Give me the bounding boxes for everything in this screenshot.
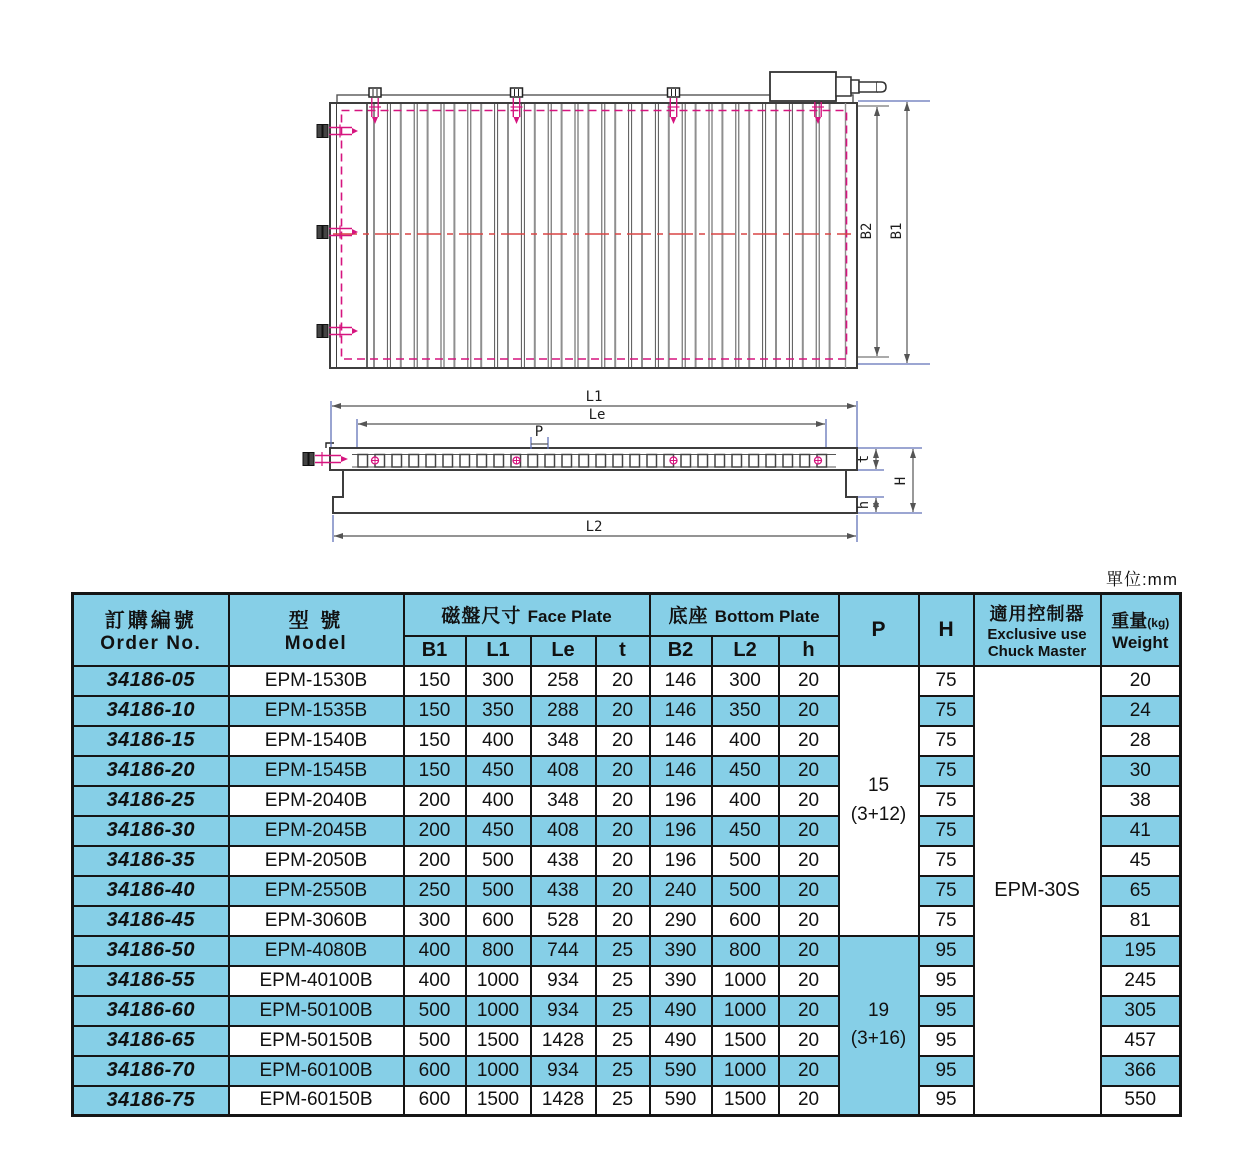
cell-b2: 390 <box>650 936 712 966</box>
cell-h: 20 <box>779 876 839 906</box>
dim-h-base <box>856 497 884 512</box>
connector-box <box>770 72 886 101</box>
cell-model: EPM-2040B <box>229 786 404 816</box>
col-header-t: t <box>596 636 650 666</box>
cell-l1: 1000 <box>466 996 531 1026</box>
cell-b2: 196 <box>650 846 712 876</box>
cell-le: 1428 <box>531 1026 596 1056</box>
cell-t: 20 <box>596 816 650 846</box>
spec-table-wrap <box>71 592 1182 1117</box>
col-header-model-zh: 型 號 <box>288 610 344 633</box>
cell-H: 95 <box>919 966 974 996</box>
cell-model: EPM-1535B <box>229 696 404 726</box>
dim-label-b1: B1 <box>889 222 905 240</box>
cell-le: 438 <box>531 846 596 876</box>
cell-weight: 366 <box>1101 1056 1181 1086</box>
p-value-line1: 19 <box>867 999 890 1021</box>
bottom-plate-zh: 底座 <box>668 606 709 628</box>
weight-en: Weight <box>1112 632 1169 652</box>
controller-zh: 適用控制器 <box>989 603 1085 624</box>
cell-weight: 550 <box>1101 1086 1181 1116</box>
cell-weight: 20 <box>1101 666 1181 696</box>
cell-weight: 45 <box>1101 846 1181 876</box>
cell-le: 744 <box>531 936 596 966</box>
cell-b1: 150 <box>404 666 466 696</box>
bottom-plate-outline <box>333 470 857 513</box>
col-header-order-en: Order No. <box>100 633 202 655</box>
weight-zh-line <box>1102 607 1180 633</box>
col-header-weight <box>1101 594 1181 666</box>
plan-view <box>317 72 930 368</box>
cell-b1: 600 <box>404 1086 466 1116</box>
cell-l1: 350 <box>466 696 531 726</box>
cell-model: EPM-2050B <box>229 846 404 876</box>
cell-h: 20 <box>779 966 839 996</box>
cell-order: 34186-20 <box>73 756 229 786</box>
cell-b2: 196 <box>650 816 712 846</box>
dim-label-p: P <box>534 424 544 440</box>
cell-l2: 400 <box>712 786 779 816</box>
cell-b2: 146 <box>650 666 712 696</box>
dim-le <box>357 407 826 447</box>
cell-h: 20 <box>779 756 839 786</box>
dim-label-h-base: h <box>856 500 872 510</box>
dim-label-l1: L1 <box>585 389 603 405</box>
cell-l1: 400 <box>466 786 531 816</box>
cell-H: 75 <box>919 816 974 846</box>
weight-zh: 重量 <box>1111 610 1148 631</box>
cell-order: 34186-75 <box>73 1086 229 1116</box>
cell-H: 95 <box>919 936 974 966</box>
cell-order: 34186-05 <box>73 666 229 696</box>
cell-H: 75 <box>919 726 974 756</box>
dim-label-b2: B2 <box>859 222 875 240</box>
cell-h: 20 <box>779 726 839 756</box>
spec-table-head <box>73 594 1181 666</box>
cell-l2: 500 <box>712 846 779 876</box>
cell-H: 95 <box>919 1086 974 1116</box>
cell-H: 75 <box>919 876 974 906</box>
controller-en2: Chuck Master <box>987 642 1087 660</box>
cell-H: 75 <box>919 906 974 936</box>
cell-l1: 400 <box>466 726 531 756</box>
cell-weight: 38 <box>1101 786 1181 816</box>
cell-l2: 1000 <box>712 996 779 1026</box>
cell-h: 20 <box>779 786 839 816</box>
cell-order: 34186-70 <box>73 1056 229 1086</box>
cell-model: EPM-1540B <box>229 726 404 756</box>
cell-t: 25 <box>596 966 650 996</box>
cell-le: 348 <box>531 726 596 756</box>
cell-t: 20 <box>596 666 650 696</box>
cell-t: 20 <box>596 726 650 756</box>
dim-l2 <box>333 515 857 542</box>
cell-t: 25 <box>596 996 650 1026</box>
cell-order: 34186-50 <box>73 936 229 966</box>
spec-table-body <box>73 666 1181 1116</box>
cell-H: 75 <box>919 786 974 816</box>
cell-le: 408 <box>531 816 596 846</box>
col-header-b1: B1 <box>404 636 466 666</box>
cell-b1: 600 <box>404 1056 466 1086</box>
cell-t: 20 <box>596 846 650 876</box>
cell-l2: 350 <box>712 696 779 726</box>
cell-b1: 150 <box>404 696 466 726</box>
cell-l1: 450 <box>466 816 531 846</box>
cell-model: EPM-40100B <box>229 966 404 996</box>
cell-l2: 500 <box>712 876 779 906</box>
cell-l2: 600 <box>712 906 779 936</box>
cell-b1: 250 <box>404 876 466 906</box>
cell-b2: 146 <box>650 756 712 786</box>
cell-le: 934 <box>531 1056 596 1086</box>
cell-weight: 65 <box>1101 876 1181 906</box>
cell-h: 20 <box>779 906 839 936</box>
cell-h: 20 <box>779 696 839 726</box>
cell-b2: 146 <box>650 726 712 756</box>
col-header-model-en: Model <box>284 633 348 655</box>
col-header-controller <box>974 594 1101 666</box>
cell-l1: 450 <box>466 756 531 786</box>
cell-H: 95 <box>919 996 974 1026</box>
cell-weight: 81 <box>1101 906 1181 936</box>
cell-t: 20 <box>596 876 650 906</box>
cell-b1: 400 <box>404 966 466 996</box>
cell-h: 20 <box>779 996 839 1026</box>
cell-H: 75 <box>919 666 974 696</box>
cell-le: 934 <box>531 996 596 1026</box>
cell-H: 75 <box>919 846 974 876</box>
cell-l1: 300 <box>466 666 531 696</box>
col-header-h: H <box>919 594 974 666</box>
p-value-line2: (3+12) <box>850 803 907 825</box>
cell-t: 25 <box>596 936 650 966</box>
cell-model: EPM-50150B <box>229 1026 404 1056</box>
cell-le: 348 <box>531 786 596 816</box>
cell-b2: 146 <box>650 696 712 726</box>
bottom-plate-en: Bottom Plate <box>714 607 820 627</box>
cell-l2: 1000 <box>712 1056 779 1086</box>
cell-h: 20 <box>779 936 839 966</box>
cell-b2: 590 <box>650 1056 712 1086</box>
p-value-line2: (3+16) <box>850 1028 907 1050</box>
dim-b2 <box>858 106 889 357</box>
cell-h: 20 <box>779 846 839 876</box>
cell-controller: EPM-30S <box>974 666 1101 1116</box>
dim-t <box>856 448 922 470</box>
cell-model: EPM-1545B <box>229 756 404 786</box>
cell-order: 34186-15 <box>73 726 229 756</box>
cell-h: 20 <box>779 1086 839 1116</box>
cell-t: 25 <box>596 1026 650 1056</box>
col-header-h2: h <box>779 636 839 666</box>
col-header-b2: B2 <box>650 636 712 666</box>
cell-order: 34186-55 <box>73 966 229 996</box>
cell-weight: 245 <box>1101 966 1181 996</box>
cell-l1: 600 <box>466 906 531 936</box>
cell-b1: 300 <box>404 906 466 936</box>
cable-gland-tip <box>877 82 886 92</box>
controller-en1: Exclusive use <box>987 625 1087 643</box>
cell-t: 25 <box>596 1056 650 1086</box>
cell-b1: 150 <box>404 726 466 756</box>
face-plate-zh: 磁盤尺寸 <box>441 606 522 628</box>
col-header-face-plate <box>404 594 650 636</box>
spec-table <box>71 592 1182 1117</box>
cell-model: EPM-1530B <box>229 666 404 696</box>
col-header-l2: L2 <box>712 636 779 666</box>
cell-h: 20 <box>779 1056 839 1086</box>
table-row <box>73 666 1181 696</box>
dim-label-le: Le <box>588 407 606 423</box>
cell-t: 20 <box>596 906 650 936</box>
cell-b2: 590 <box>650 1086 712 1116</box>
cell-l1: 1000 <box>466 1056 531 1086</box>
cell-model: EPM-4080B <box>229 936 404 966</box>
cell-h: 20 <box>779 1026 839 1056</box>
cell-model: EPM-60150B <box>229 1086 404 1116</box>
dim-label-h-total: H <box>893 476 909 486</box>
cell-le: 1428 <box>531 1086 596 1116</box>
col-header-order-zh: 訂購編號 <box>104 610 197 633</box>
cell-order: 34186-65 <box>73 1026 229 1056</box>
cell-l2: 450 <box>712 816 779 846</box>
p-value-line1: 15 <box>867 775 890 796</box>
cell-b1: 200 <box>404 786 466 816</box>
cell-model: EPM-3060B <box>229 906 404 936</box>
cell-weight: 195 <box>1101 936 1181 966</box>
cell-b1: 500 <box>404 996 466 1026</box>
cell-l1: 500 <box>466 846 531 876</box>
cell-model: EPM-2550B <box>229 876 404 906</box>
side-view <box>303 389 922 542</box>
cell-h: 20 <box>779 816 839 846</box>
unit-note: 單位:mm <box>1105 570 1178 589</box>
cell-t: 20 <box>596 696 650 726</box>
cell-order: 34186-60 <box>73 996 229 1026</box>
cell-l2: 450 <box>712 756 779 786</box>
col-header-l1: L1 <box>466 636 531 666</box>
cell-weight: 457 <box>1101 1026 1181 1056</box>
cell-b1: 500 <box>404 1026 466 1056</box>
cell-le: 934 <box>531 966 596 996</box>
cell-order: 34186-30 <box>73 816 229 846</box>
weight-kg: (kg) <box>1147 615 1170 630</box>
cell-model: EPM-50100B <box>229 996 404 1026</box>
cell-l2: 1000 <box>712 966 779 996</box>
cell-H: 95 <box>919 1026 974 1056</box>
col-header-model <box>229 594 404 666</box>
cell-b2: 240 <box>650 876 712 906</box>
face-plate-en: Face Plate <box>527 607 612 627</box>
cell-l1: 1500 <box>466 1026 531 1056</box>
cell-weight: 305 <box>1101 996 1181 1026</box>
cell-t: 25 <box>596 1086 650 1116</box>
col-header-bottom-plate <box>650 594 839 636</box>
cell-l2: 800 <box>712 936 779 966</box>
cell-t: 20 <box>596 786 650 816</box>
cell-weight: 41 <box>1101 816 1181 846</box>
cell-b1: 200 <box>404 846 466 876</box>
cell-b1: 150 <box>404 756 466 786</box>
col-header-p: P <box>839 594 919 666</box>
cell-b2: 490 <box>650 996 712 1026</box>
dim-label-l2: L2 <box>585 519 603 535</box>
cell-t: 20 <box>596 756 650 786</box>
cell-l2: 400 <box>712 726 779 756</box>
cell-l1: 1500 <box>466 1086 531 1116</box>
cell-order: 34186-35 <box>73 846 229 876</box>
cell-model: EPM-60100B <box>229 1056 404 1086</box>
cell-l1: 500 <box>466 876 531 906</box>
cell-b2: 196 <box>650 786 712 816</box>
cell-p-group <box>839 666 919 936</box>
cell-b2: 290 <box>650 906 712 936</box>
face-plate-outline <box>330 103 857 368</box>
cell-H: 75 <box>919 696 974 726</box>
cell-order: 34186-10 <box>73 696 229 726</box>
cell-model: EPM-2045B <box>229 816 404 846</box>
dim-p <box>531 424 548 449</box>
cell-order: 34186-25 <box>73 786 229 816</box>
cell-le: 528 <box>531 906 596 936</box>
cell-b2: 390 <box>650 966 712 996</box>
cell-le: 258 <box>531 666 596 696</box>
cell-p-group <box>839 936 919 1116</box>
cell-l2: 300 <box>712 666 779 696</box>
cell-weight: 24 <box>1101 696 1181 726</box>
cell-le: 438 <box>531 876 596 906</box>
cell-h: 20 <box>779 666 839 696</box>
cell-order: 34186-40 <box>73 876 229 906</box>
cell-l1: 800 <box>466 936 531 966</box>
cell-le: 408 <box>531 756 596 786</box>
cell-b1: 200 <box>404 816 466 846</box>
cell-l2: 1500 <box>712 1026 779 1056</box>
col-header-le: Le <box>531 636 596 666</box>
cell-weight: 28 <box>1101 726 1181 756</box>
cell-H: 75 <box>919 756 974 786</box>
cell-b2: 490 <box>650 1026 712 1056</box>
cell-H: 95 <box>919 1056 974 1086</box>
cell-le: 288 <box>531 696 596 726</box>
cell-b1: 400 <box>404 936 466 966</box>
dim-label-t: t <box>856 454 872 464</box>
cell-l2: 1500 <box>712 1086 779 1116</box>
cell-weight: 30 <box>1101 756 1181 786</box>
technical-drawing <box>0 0 1240 560</box>
cell-l1: 1000 <box>466 966 531 996</box>
col-header-order-no <box>73 594 229 666</box>
cell-order: 34186-45 <box>73 906 229 936</box>
